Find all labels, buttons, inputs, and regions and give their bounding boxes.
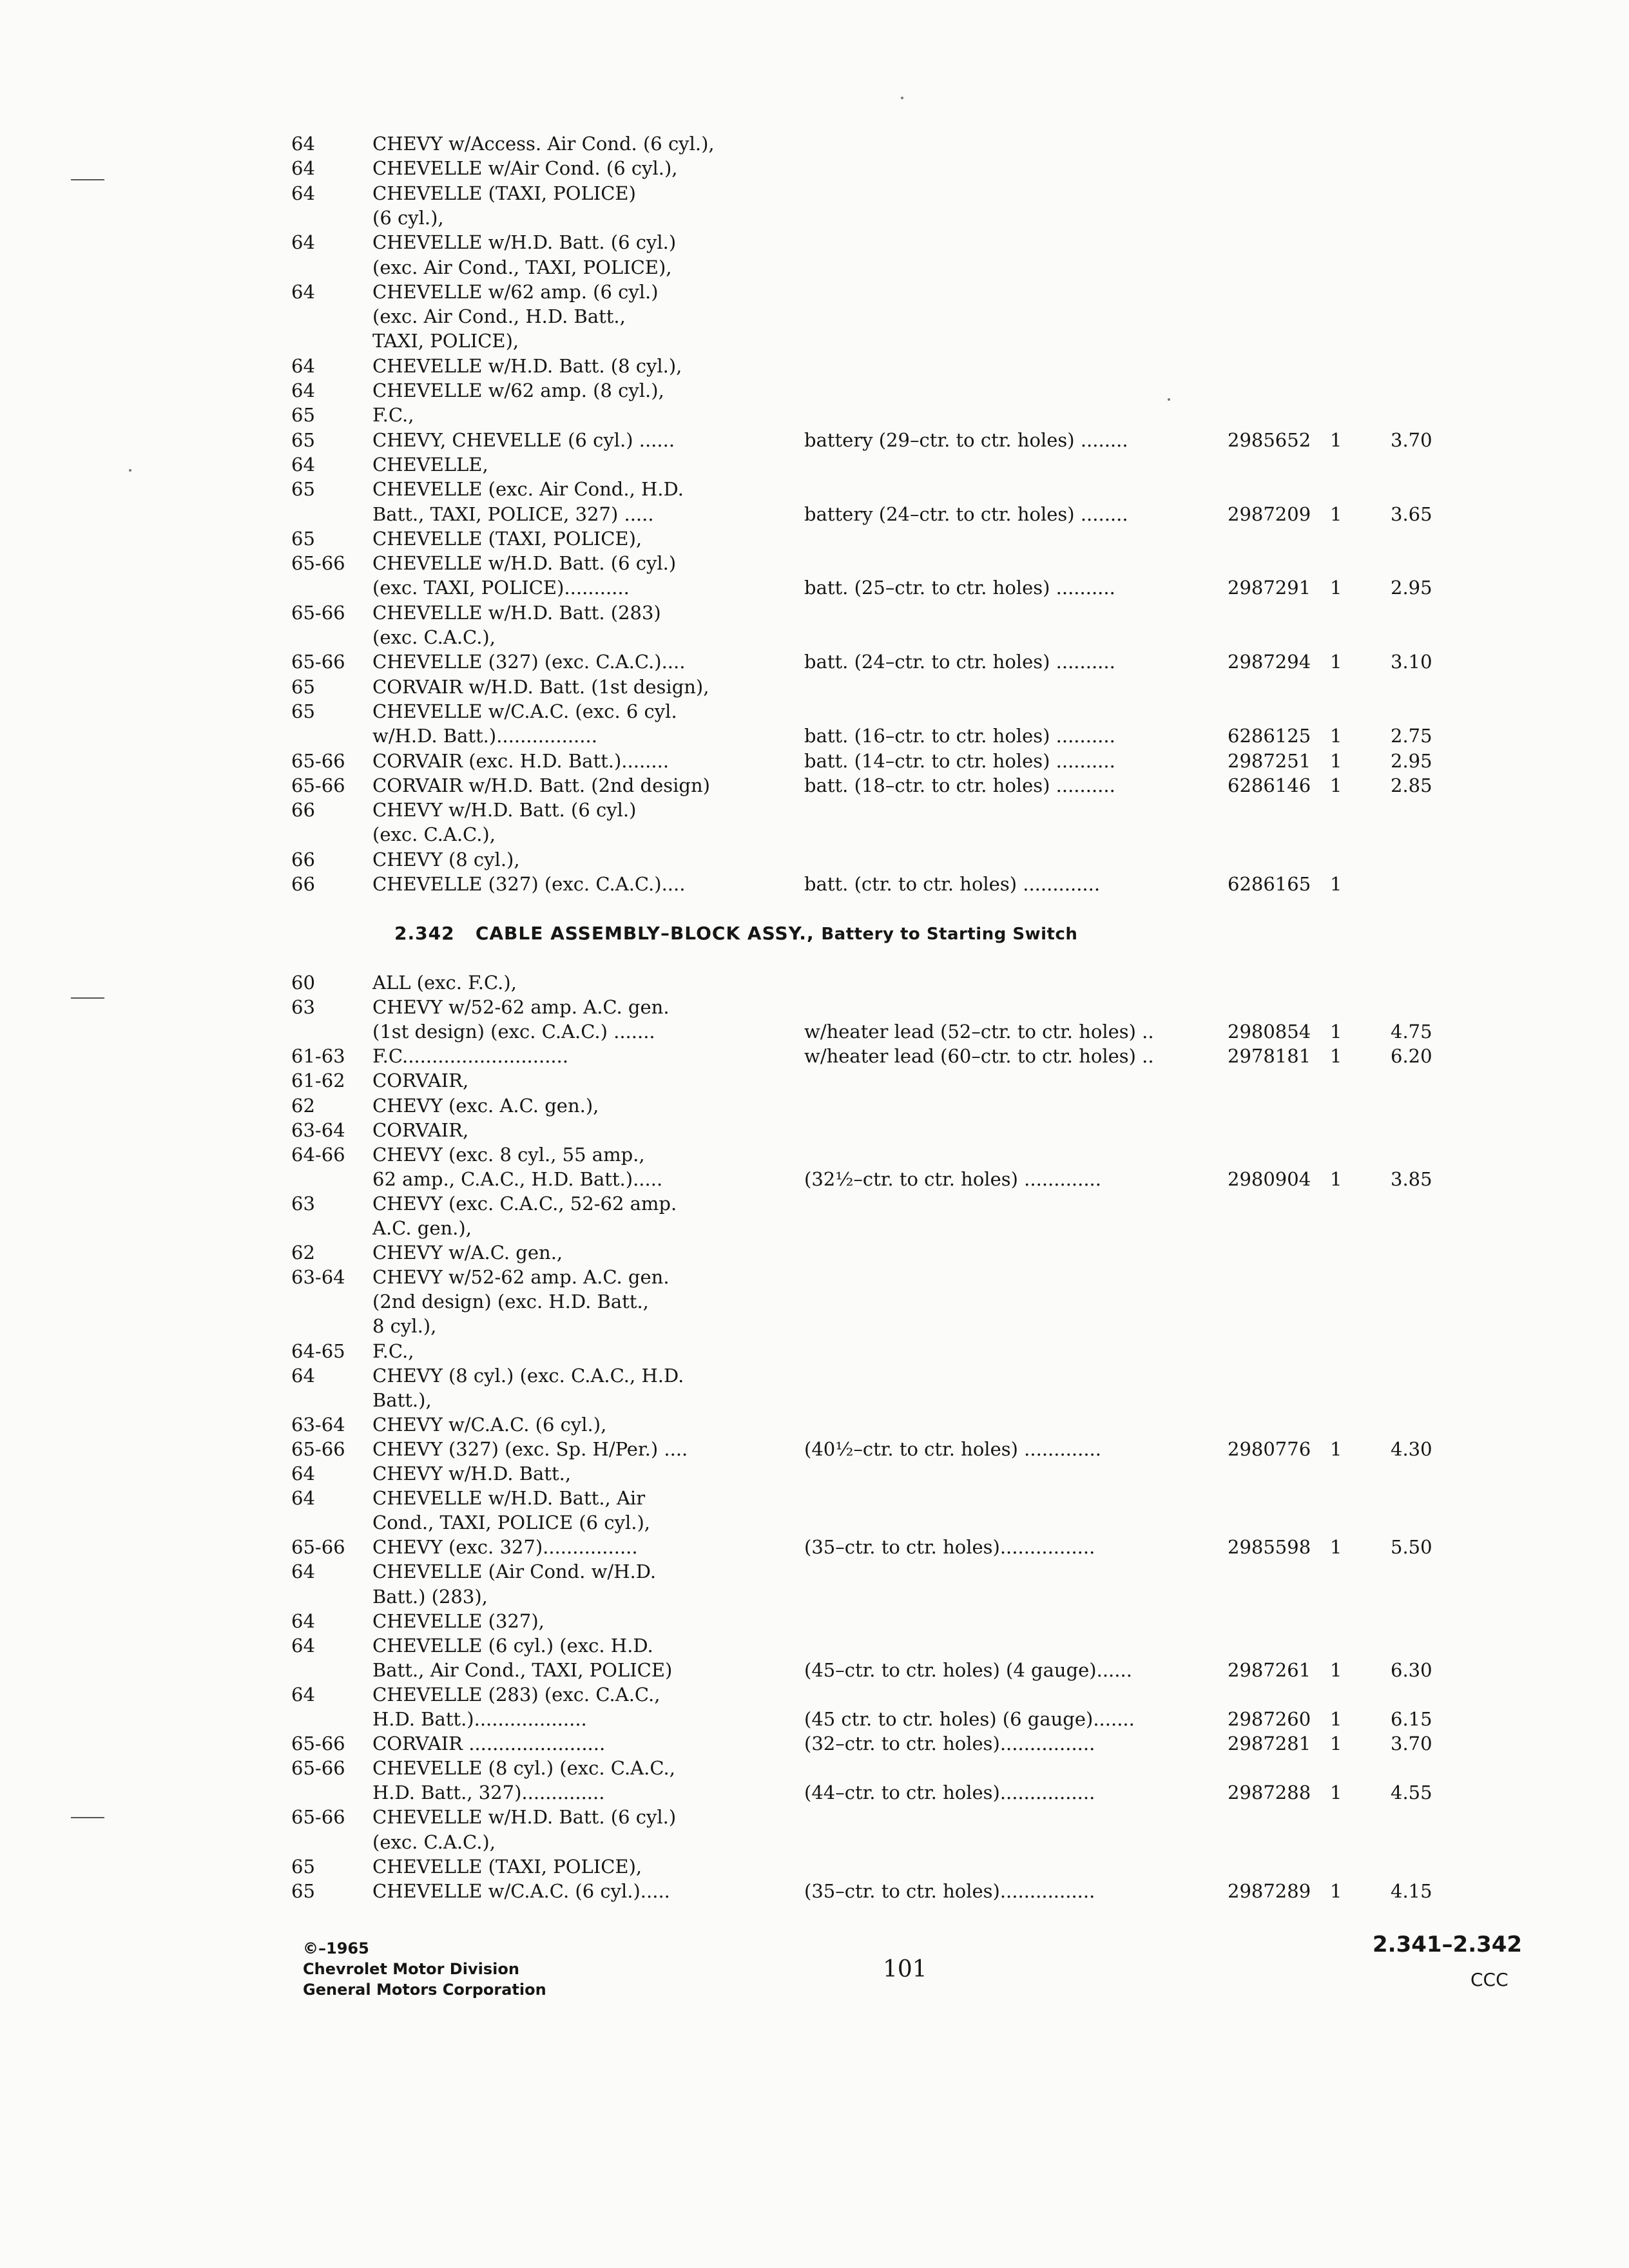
application-cell: H.D. Batt., 327).............. — [372, 1782, 605, 1804]
application-cell: CHEVY w/52-62 amp. A.C. gen. — [372, 996, 670, 1019]
description-cell: (35–ctr. to ctr. holes)................ — [804, 1879, 1095, 1902]
year-cell: 66 — [291, 848, 315, 870]
application-cell: CHEVELLE w/H.D. Batt. (6 cyl.) — [372, 1806, 677, 1829]
listing-row — [0, 1584, 1629, 1609]
application-cell: H.D. Batt.)................... — [372, 1708, 587, 1730]
price-cell: 3.70 — [1391, 428, 1432, 451]
year-cell: 60 — [291, 972, 315, 994]
price-cell: 2.95 — [1391, 749, 1432, 772]
quantity-cell: 1 — [1330, 1168, 1342, 1190]
listing-row — [0, 1388, 1629, 1412]
part-number-cell: 2987251 — [1228, 749, 1311, 772]
application-cell: CHEVELLE w/H.D. Batt. (8 cyl.), — [372, 354, 682, 377]
year-cell: 65-66 — [291, 749, 345, 772]
year-cell: 64 — [291, 280, 315, 303]
listing-row — [0, 1756, 1629, 1780]
year-cell: 65-66 — [291, 601, 345, 624]
listing-row — [0, 378, 1629, 403]
year-cell: 65 — [291, 1879, 315, 1902]
listing-row — [0, 1535, 1629, 1559]
listing-row — [0, 575, 1629, 600]
price-cell: 2.95 — [1391, 577, 1432, 599]
listing-row — [0, 428, 1629, 452]
description-cell: batt. (16–ctr. to ctr. holes) .......... — [804, 725, 1115, 747]
listing-row — [0, 1830, 1629, 1854]
part-number-cell: 6286125 — [1228, 725, 1311, 747]
listing-row — [0, 773, 1629, 798]
year-cell: 65 — [291, 1855, 315, 1878]
application-cell: CHEVELLE w/62 amp. (8 cyl.), — [372, 380, 664, 401]
application-cell: CHEVELLE (8 cyl.) (exc. C.A.C., — [372, 1757, 675, 1780]
listing-row — [0, 1363, 1629, 1388]
listing-row — [0, 724, 1629, 748]
part-number-cell: 2980776 — [1228, 1437, 1311, 1460]
listing-row — [0, 1265, 1629, 1289]
year-cell: 65 — [291, 700, 315, 722]
application-cell: CHEVELLE (327), — [372, 1610, 545, 1632]
listing-row — [0, 1510, 1629, 1535]
description-cell: battery (29–ctr. to ctr. holes) ........ — [804, 428, 1128, 451]
year-cell: 64 — [291, 157, 315, 180]
quantity-cell: 1 — [1330, 1782, 1342, 1804]
scan-speck — [129, 469, 131, 472]
year-cell: 65 — [291, 428, 315, 451]
listing-row — [0, 206, 1629, 230]
quantity-cell: 1 — [1330, 749, 1342, 772]
year-cell: 64 — [291, 453, 315, 476]
year-cell: 64-65 — [291, 1340, 345, 1362]
application-cell: (1st design) (exc. C.A.C.) ....... — [372, 1021, 655, 1043]
listing-row — [0, 675, 1629, 699]
part-number-cell: 2985652 — [1228, 428, 1311, 451]
part-number-cell: 2987291 — [1228, 577, 1311, 599]
year-cell: 64 — [291, 1463, 315, 1485]
listing-row — [0, 1314, 1629, 1338]
page-number: 101 — [883, 1956, 927, 1983]
year-cell: 65 — [291, 478, 315, 501]
application-cell: CHEVELLE (283) (exc. C.A.C., — [372, 1683, 660, 1706]
listing-row — [0, 452, 1629, 477]
price-cell: 3.10 — [1391, 651, 1432, 673]
application-cell: CHEVY (exc. 327)................ — [372, 1536, 638, 1559]
listing-row — [0, 1216, 1629, 1240]
listing-row — [0, 1191, 1629, 1216]
part-number-cell: 2987288 — [1228, 1782, 1311, 1804]
quantity-cell: 1 — [1330, 1733, 1342, 1755]
application-cell: CHEVY w/52-62 amp. A.C. gen. — [372, 1266, 670, 1289]
catalog-code: CCC — [1470, 1969, 1509, 1990]
application-cell: CHEVELLE (327) (exc. C.A.C.).... — [372, 651, 686, 673]
part-number-cell: 6286146 — [1228, 774, 1311, 796]
quantity-cell: 1 — [1330, 1045, 1342, 1068]
application-cell: CHEVELLE w/H.D. Batt., Air — [372, 1487, 646, 1510]
listing-row — [0, 749, 1629, 773]
listing-row — [0, 1167, 1629, 1191]
application-cell: w/H.D. Batt.)................. — [372, 725, 597, 747]
listing-row — [0, 1240, 1629, 1265]
application-cell: CORVAIR w/H.D. Batt. (2nd design) — [372, 774, 710, 796]
year-cell: 65 — [291, 527, 315, 550]
quantity-cell: 1 — [1330, 1536, 1342, 1559]
footer-publisher — [303, 1938, 546, 2000]
description-cell: (35–ctr. to ctr. holes)................ — [804, 1536, 1095, 1559]
year-cell: 65-66 — [291, 774, 345, 796]
application-cell: CHEVELLE (TAXI, POLICE), — [372, 527, 642, 550]
year-cell: 65 — [291, 404, 315, 427]
listing-row — [0, 131, 1629, 156]
year-cell: 64 — [291, 354, 315, 377]
application-cell: CHEVY (exc. C.A.C., 52-62 amp. — [372, 1192, 677, 1215]
part-number-cell: 2987209 — [1228, 503, 1311, 525]
listing-row — [0, 995, 1629, 1019]
application-cell: CHEVY (exc. 8 cyl., 55 amp., — [372, 1143, 645, 1166]
listing-row — [0, 872, 1629, 896]
section-heading — [394, 923, 1077, 944]
description-cell: batt. (25–ctr. to ctr. holes) .......... — [804, 577, 1115, 599]
year-cell: 63-64 — [291, 1413, 345, 1436]
application-cell: CHEVY, CHEVELLE (6 cyl.) ...... — [372, 428, 675, 451]
year-cell: 64 — [291, 133, 315, 155]
application-cell: Batt., TAXI, POLICE, 327) ..... — [372, 503, 654, 525]
year-cell: 65-66 — [291, 1536, 345, 1559]
listing-row — [0, 329, 1629, 353]
part-number-cell: 2987261 — [1228, 1658, 1311, 1681]
part-number-cell: 2980854 — [1228, 1021, 1311, 1043]
listing-row — [0, 255, 1629, 280]
listing-row — [0, 1731, 1629, 1756]
application-cell: (exc. Air Cond., H.D. Batt., — [372, 305, 626, 328]
part-number-cell: 6286165 — [1228, 873, 1311, 895]
price-cell: 4.30 — [1391, 1437, 1432, 1460]
description-cell: battery (24–ctr. to ctr. holes) ........ — [804, 503, 1128, 525]
listing-row — [0, 1142, 1629, 1167]
description-cell: (45–ctr. to ctr. holes) (4 gauge)...... — [804, 1658, 1132, 1681]
year-cell: 64 — [291, 1683, 315, 1706]
section-range: 2.341–2.342 — [1373, 1932, 1523, 1957]
listing-row — [0, 181, 1629, 206]
quantity-cell: 1 — [1330, 1879, 1342, 1902]
listing-row — [0, 822, 1629, 847]
listing-row — [0, 601, 1629, 625]
listing-row — [0, 1559, 1629, 1584]
quantity-cell: 1 — [1330, 1437, 1342, 1460]
application-cell: CORVAIR w/H.D. Batt. (1st design), — [372, 675, 709, 698]
listing-row — [0, 625, 1629, 649]
year-cell: 65-66 — [291, 1806, 345, 1829]
part-number-cell: 2978181 — [1228, 1045, 1311, 1068]
listing-row — [0, 156, 1629, 180]
year-cell: 62 — [291, 1242, 315, 1264]
year-cell: 64 — [291, 231, 315, 254]
quantity-cell: 1 — [1330, 1021, 1342, 1043]
application-cell: 8 cyl.), — [372, 1315, 437, 1338]
listing-row — [0, 1879, 1629, 1903]
application-cell: (exc. TAXI, POLICE)........... — [372, 577, 630, 599]
year-cell: 65-66 — [291, 552, 345, 575]
listing-row — [0, 280, 1629, 304]
application-cell: TAXI, POLICE), — [372, 330, 519, 352]
quantity-cell: 1 — [1330, 503, 1342, 525]
listing-row — [0, 526, 1629, 551]
price-cell: 4.75 — [1391, 1021, 1432, 1043]
scan-speck — [901, 97, 903, 99]
part-number-cell: 2987294 — [1228, 651, 1311, 673]
year-cell: 65-66 — [291, 1757, 345, 1780]
application-cell: F.C., — [372, 1340, 414, 1362]
application-cell: CHEVELLE, — [372, 453, 488, 476]
listing-row — [0, 1412, 1629, 1437]
application-cell: CORVAIR (exc. H.D. Batt.)........ — [372, 749, 670, 772]
price-cell: 3.70 — [1391, 1733, 1432, 1755]
listing-row — [0, 551, 1629, 575]
application-cell: CHEVELLE (TAXI, POLICE) — [372, 182, 636, 204]
listing-row — [0, 1854, 1629, 1879]
year-cell: 64 — [291, 1561, 315, 1583]
listing-row — [0, 1068, 1629, 1093]
application-cell: F.C............................ — [372, 1045, 569, 1068]
application-cell: CORVAIR, — [372, 1070, 469, 1092]
listing-row — [0, 230, 1629, 255]
listing-row — [0, 477, 1629, 501]
price-cell: 4.55 — [1391, 1782, 1432, 1804]
listing-row — [0, 1044, 1629, 1068]
section-subtitle: Battery to Starting Switch — [821, 925, 1078, 944]
quantity-cell: 1 — [1330, 651, 1342, 673]
application-cell: CHEVELLE w/C.A.C. (exc. 6 cyl. — [372, 700, 677, 722]
year-cell: 62 — [291, 1094, 315, 1117]
application-cell: CHEVY w/A.C. gen., — [372, 1242, 563, 1264]
year-cell: 64-66 — [291, 1143, 345, 1166]
listing-row — [0, 1289, 1629, 1314]
year-cell: 61-62 — [291, 1070, 345, 1092]
application-cell: (2nd design) (exc. H.D. Batt., — [372, 1291, 649, 1313]
application-cell: CHEVELLE w/H.D. Batt. (6 cyl.) — [372, 552, 677, 575]
listing-row — [0, 1118, 1629, 1142]
part-number-cell: 2987281 — [1228, 1733, 1311, 1755]
scan-speck — [1168, 398, 1170, 401]
listing-row — [0, 1437, 1629, 1461]
application-cell: CHEVELLE (327) (exc. C.A.C.).... — [372, 873, 686, 895]
listing-row — [0, 1633, 1629, 1658]
description-cell: w/heater lead (60–ctr. to ctr. holes) .. — [804, 1045, 1154, 1068]
listing-row — [0, 699, 1629, 724]
application-cell: F.C., — [372, 404, 414, 427]
listing-row — [0, 1093, 1629, 1118]
application-cell: (6 cyl.), — [372, 206, 444, 229]
listing-row — [0, 649, 1629, 674]
application-cell: A.C. gen.), — [372, 1217, 472, 1239]
quantity-cell: 1 — [1330, 577, 1342, 599]
application-cell: CHEVY (8 cyl.), — [372, 848, 520, 870]
year-cell: 63-64 — [291, 1119, 345, 1141]
year-cell: 64 — [291, 1487, 315, 1510]
description-cell: (32½–ctr. to ctr. holes) ............. — [804, 1168, 1101, 1190]
part-number-cell: 2987289 — [1228, 1879, 1311, 1902]
quantity-cell: 1 — [1330, 774, 1342, 796]
year-cell: 65-66 — [291, 1437, 345, 1460]
listing-row — [0, 502, 1629, 526]
price-cell: 6.15 — [1391, 1708, 1432, 1730]
application-cell: (exc. C.A.C.), — [372, 1831, 496, 1853]
description-cell: (44–ctr. to ctr. holes)................ — [804, 1782, 1095, 1804]
listing-row — [0, 403, 1629, 427]
application-cell: CHEVELLE (Air Cond. w/H.D. — [372, 1561, 657, 1583]
application-cell: CHEVY (8 cyl.) (exc. C.A.C., H.D. — [372, 1364, 684, 1387]
application-cell: CORVAIR ....................... — [372, 1733, 606, 1755]
listing-row — [0, 1339, 1629, 1363]
section-number: 2.342 — [394, 923, 455, 944]
listing-row — [0, 1486, 1629, 1510]
year-cell: 61-63 — [291, 1045, 345, 1068]
listing-row — [0, 1461, 1629, 1486]
price-cell: 3.85 — [1391, 1168, 1432, 1190]
binder-mark — [71, 1817, 104, 1818]
application-cell: CHEVY w/H.D. Batt. (6 cyl.) — [372, 799, 637, 822]
listing-row — [0, 970, 1629, 995]
price-cell: 5.50 — [1391, 1536, 1432, 1559]
price-cell: 6.30 — [1391, 1658, 1432, 1681]
description-cell: (45 ctr. to ctr. holes) (6 gauge)....... — [804, 1708, 1135, 1730]
listing-row — [0, 1707, 1629, 1731]
description-cell: batt. (24–ctr. to ctr. holes) .......... — [804, 651, 1115, 673]
description-cell: batt. (14–ctr. to ctr. holes) .......... — [804, 749, 1115, 772]
application-cell: CHEVELLE w/C.A.C. (6 cyl.)..... — [372, 1879, 670, 1902]
listing-row — [0, 1609, 1629, 1633]
description-cell: (32–ctr. to ctr. holes)................ — [804, 1733, 1095, 1755]
application-cell: (exc. Air Cond., TAXI, POLICE), — [372, 256, 672, 278]
year-cell: 64 — [291, 1610, 315, 1632]
section-title: CABLE ASSEMBLY–BLOCK ASSY., — [475, 923, 815, 944]
application-cell: CHEVELLE (TAXI, POLICE), — [372, 1855, 642, 1878]
quantity-cell: 1 — [1330, 725, 1342, 747]
year-cell: 65-66 — [291, 651, 345, 673]
year-cell: 63 — [291, 1192, 315, 1215]
part-number-cell: 2985598 — [1228, 1536, 1311, 1559]
listing-row — [0, 1682, 1629, 1707]
listing-row — [0, 1658, 1629, 1682]
application-cell: 62 amp., C.A.C., H.D. Batt.)..... — [372, 1168, 663, 1190]
corporation-line: General Motors Corporation — [303, 1981, 546, 1999]
application-cell: CHEVY w/Access. Air Cond. (6 cyl.), — [372, 133, 715, 155]
application-cell: (exc. C.A.C.), — [372, 626, 496, 648]
listing-row — [0, 847, 1629, 872]
application-cell: CHEVY w/C.A.C. (6 cyl.), — [372, 1413, 607, 1436]
part-number-cell: 2980904 — [1228, 1168, 1311, 1190]
price-cell: 4.15 — [1391, 1879, 1432, 1902]
application-cell: CHEVELLE (6 cyl.) (exc. H.D. — [372, 1634, 653, 1657]
description-cell: w/heater lead (52–ctr. to ctr. holes) .. — [804, 1021, 1154, 1043]
application-cell: Batt., Air Cond., TAXI, POLICE) — [372, 1658, 673, 1681]
description-cell: batt. (18–ctr. to ctr. holes) .......... — [804, 774, 1115, 796]
year-cell: 64 — [291, 380, 315, 401]
description-cell: (40½–ctr. to ctr. holes) ............. — [804, 1437, 1101, 1460]
price-cell: 2.85 — [1391, 774, 1432, 796]
year-cell: 64 — [291, 1364, 315, 1387]
application-cell: Cond., TAXI, POLICE (6 cyl.), — [372, 1512, 650, 1534]
application-cell: CHEVELLE (exc. Air Cond., H.D. — [372, 478, 684, 501]
application-cell: Batt.), — [372, 1389, 432, 1411]
year-cell: 64 — [291, 1634, 315, 1657]
year-cell: 64 — [291, 182, 315, 204]
listing-row — [0, 1780, 1629, 1805]
application-cell: CHEVELLE w/Air Cond. (6 cyl.), — [372, 157, 678, 180]
application-cell: CHEVY (327) (exc. Sp. H/Per.) .... — [372, 1437, 688, 1460]
application-cell: CHEVY w/H.D. Batt., — [372, 1463, 572, 1485]
year-cell: 66 — [291, 873, 315, 895]
application-cell: CORVAIR, — [372, 1119, 469, 1141]
listing-row — [0, 1805, 1629, 1829]
binder-mark — [71, 179, 104, 180]
year-cell: 63-64 — [291, 1266, 345, 1289]
listing-row — [0, 1019, 1629, 1044]
listing-row — [0, 798, 1629, 822]
part-number-cell: 2987260 — [1228, 1708, 1311, 1730]
year-cell: 65-66 — [291, 1733, 345, 1755]
description-cell: batt. (ctr. to ctr. holes) ............. — [804, 873, 1101, 895]
price-cell: 2.75 — [1391, 725, 1432, 747]
application-cell: CHEVELLE w/H.D. Batt. (6 cyl.) — [372, 231, 677, 254]
quantity-cell: 1 — [1330, 428, 1342, 451]
application-cell: (exc. C.A.C.), — [372, 823, 496, 846]
listing-row — [0, 304, 1629, 329]
quantity-cell: 1 — [1330, 1708, 1342, 1730]
application-cell: CHEVELLE w/62 amp. (6 cyl.) — [372, 280, 659, 303]
application-cell: ALL (exc. F.C.), — [372, 972, 517, 994]
application-cell: Batt.) (283), — [372, 1585, 488, 1608]
application-cell: CHEVY (exc. A.C. gen.), — [372, 1094, 599, 1117]
year-cell: 65 — [291, 675, 315, 698]
quantity-cell: 1 — [1330, 873, 1342, 895]
price-cell: 3.65 — [1391, 503, 1432, 525]
listing-row — [0, 354, 1629, 378]
binder-mark — [71, 997, 104, 999]
year-cell: 63 — [291, 996, 315, 1019]
division-line: Chevrolet Motor Division — [303, 1960, 519, 1978]
price-cell: 6.20 — [1391, 1045, 1432, 1068]
application-cell: CHEVELLE w/H.D. Batt. (283) — [372, 601, 661, 624]
year-cell: 66 — [291, 799, 315, 822]
copyright-line: ©–1965 — [303, 1939, 369, 1957]
quantity-cell: 1 — [1330, 1658, 1342, 1681]
